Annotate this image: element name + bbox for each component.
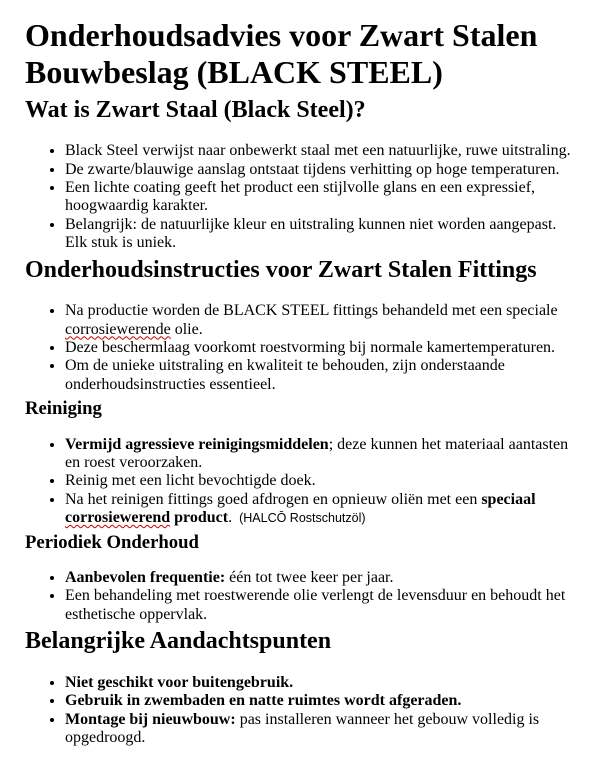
bullet-list [25,142,571,252]
text-run: Na het reinigen fittings goed afdrogen en opnieuw oliën met een [65,490,482,508]
document-body [25,97,571,748]
text-run: speciaal [481,490,536,508]
section-heading: Onderhoudsinstructies voor Zwart Stalen Fittings [25,256,537,283]
product-note: (HALCŌ Rostschutzöl) [239,511,366,526]
bullet-list [25,674,571,748]
list-item [65,302,571,339]
list-item [65,436,571,473]
section-heading: Periodiek Onderhoud [25,531,199,553]
spellcheck-word: corrosiewerend [65,509,171,527]
text-run: Een lichte coating geeft het product een stijlvolle glans en een expressief, hoogwaardig karakter. [65,178,536,215]
section-heading: Belangrijke Aandachtspunten [25,628,332,655]
list-item [65,472,571,490]
list-item [65,692,571,710]
text-run: Om de unieke uitstraling en kwaliteit te behouden, zijn onderstaande onderhoudsinstructies essentieel. [65,357,505,393]
section-heading: Reiniging [25,398,102,420]
text-run: product [170,509,229,527]
list-item [65,339,571,357]
list-item [65,142,571,160]
list-item [65,357,571,394]
document-title: Onderhoudsadvies voor Zwart Stalen Bouwbeslag (BLACK STEEL) [25,17,538,90]
text-run: Deze beschermlaag voorkomt roestvorming bij normale kamertemperaturen. [65,338,556,356]
text-run: olie. [170,320,203,338]
spellcheck-word: corrosiewerende [65,320,171,338]
text-run: Vermijd agressieve reinigingsmiddelen [65,435,329,453]
bullet-list [25,436,571,528]
text-run: Na productie worden de BLACK STEEL fittings behandeld met een speciale [65,302,558,320]
list-item [65,674,571,692]
list-item [65,587,571,624]
text-run: Gebruik in zwembaden en natte ruimtes wordt afgeraden. [65,692,462,710]
text-run: Een behandeling met roestwerende olie verlengt de levensduur en behoudt het esthetische oppervlak. [65,587,566,623]
text-run: ; deze kunnen het materiaal aantasten en roest veroorzaken. [65,435,569,471]
list-item [65,711,571,748]
bullet-list [25,302,571,394]
text-run: Reinig met een licht bevochtigde doek. [65,472,316,490]
list-item [65,179,571,216]
bullet-list [25,569,571,624]
list-item [65,569,571,587]
text-run: Belangrijk: de natuurlijke kleur en uitstraling kunnen niet worden aangepast. Elk stuk is uniek. [65,215,557,252]
text-run: Montage bij nieuwbouw: [65,710,236,728]
list-item [65,491,571,528]
section-heading: Wat is Zwart Staal (Black Steel)? [25,96,366,123]
text-run: Niet geschikt voor buitengebruik. [65,673,294,691]
text-run: . [228,509,233,527]
text-run: De zwarte/blauwige aanslag ontstaat tijdens verhitting op hoge temperaturen. [65,160,560,178]
list-item [65,161,571,179]
list-item [65,216,571,253]
text-run: pas installeren wanneer het gebouw volledig is opgedroogd. [65,710,540,746]
text-run: Black Steel verwijst naar onbewerkt staal met een natuurlijke, ruwe uitstraling. [65,142,571,160]
text-run: één tot twee keer per jaar. [225,569,394,587]
text-run: Aanbevolen frequentie: [65,569,226,587]
